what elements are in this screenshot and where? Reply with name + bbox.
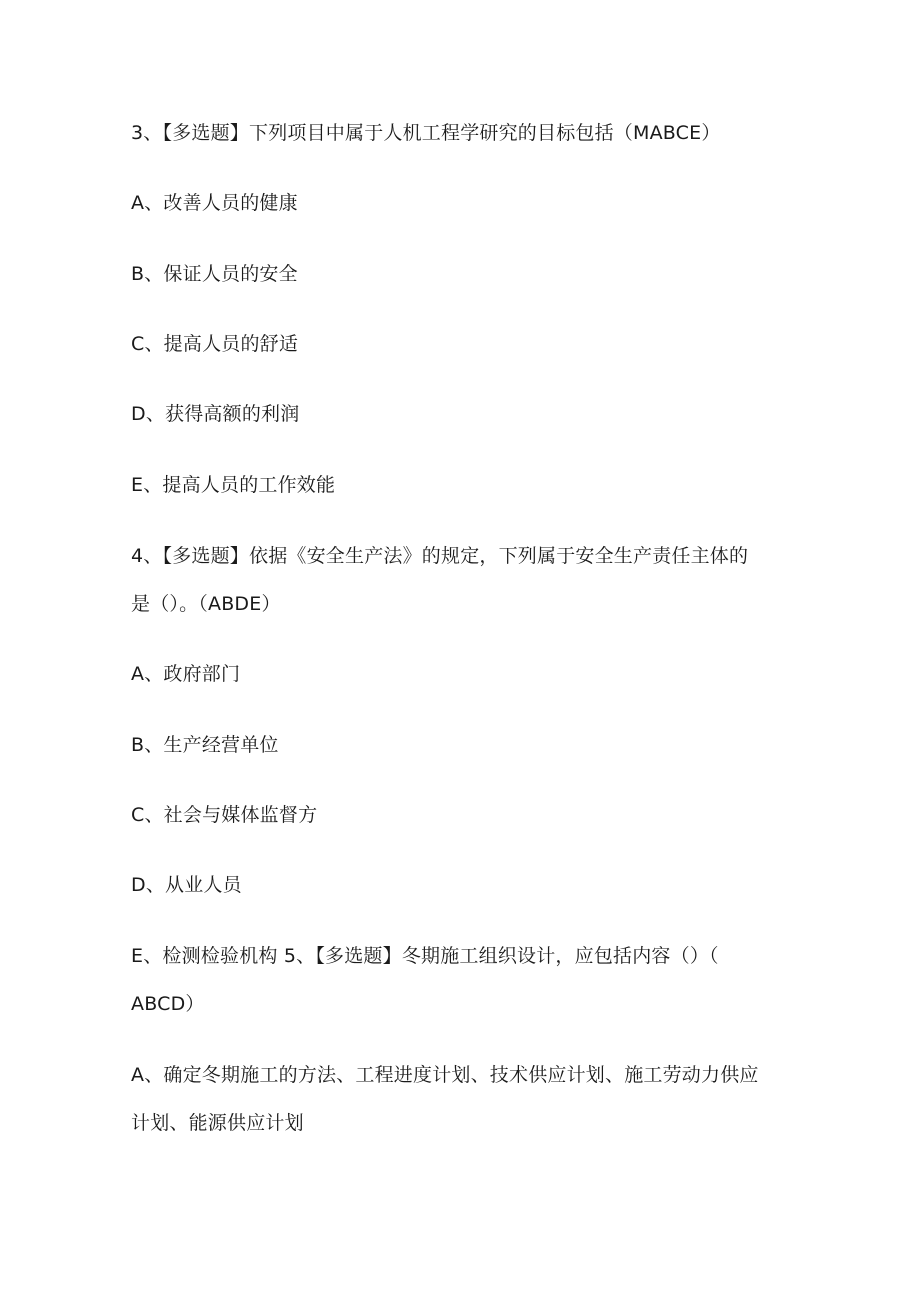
question-3-option-b: B、保证人员的安全: [131, 263, 298, 285]
question-5-stem-line-2: ABCD）: [131, 993, 205, 1015]
question-4-option-d: D、从业人员: [131, 874, 242, 896]
question-4-stem-line-2: 是（）。（ABDE）: [131, 593, 281, 615]
question-3-option-e: E、提高人员的工作效能: [131, 474, 336, 496]
question-5-option-a-line-2: 计划、能源供应计划: [131, 1112, 304, 1134]
question-3-stem: 3、【多选题】下列项目中属于人机工程学研究的目标包括（MABCE）: [131, 122, 721, 144]
question-4-option-a: A、政府部门: [131, 663, 241, 685]
question-3-option-c: C、提高人员的舒适: [131, 333, 299, 355]
question-4-option-e-and-question-5-stem: E、检测检验机构 5、【多选题】冬期施工组织设计，应包括内容（）（: [131, 945, 719, 967]
question-3-option-d: D、获得高额的利润: [131, 403, 300, 425]
question-5-option-a-line-1: A、确定冬期施工的方法、工程进度计划、技术供应计划、施工劳动力供应: [131, 1064, 759, 1086]
question-4-stem-line-1: 4、【多选题】依据《安全生产法》的规定，下列属于安全生产责任主体的: [131, 545, 749, 567]
question-3-option-a: A、改善人员的健康: [131, 192, 298, 214]
question-4-option-c: C、社会与媒体监督方: [131, 804, 318, 826]
question-4-option-b: B、生产经营单位: [131, 734, 279, 756]
